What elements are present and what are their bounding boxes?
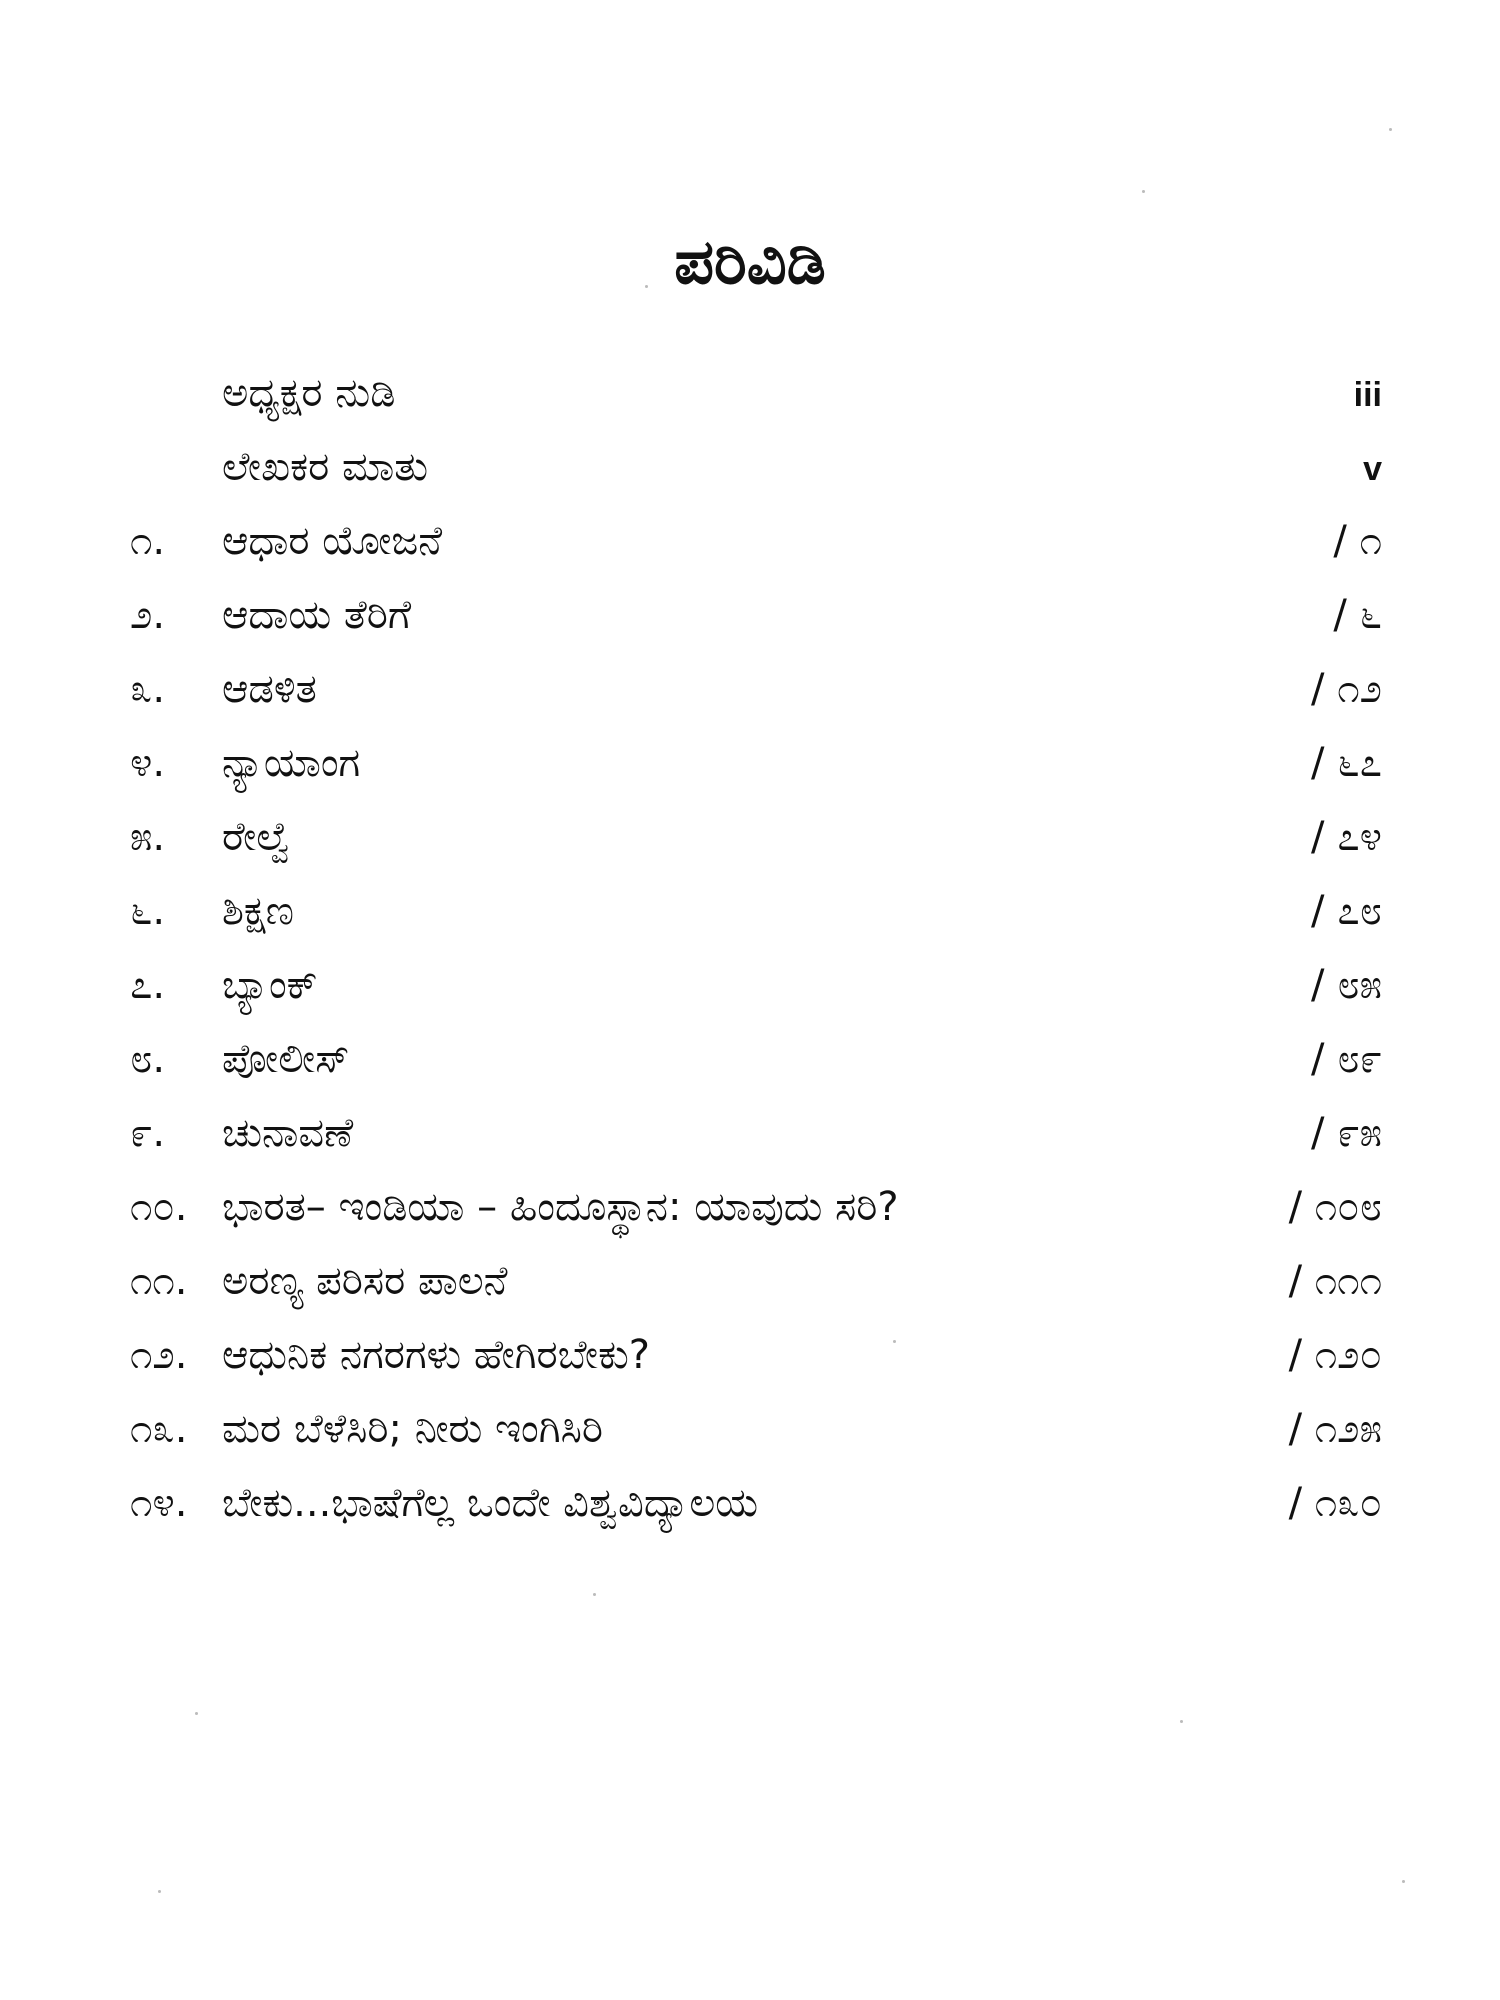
- toc-entry: [0, 578, 1500, 652]
- toc-entry-page: / ೧೨೫: [1288, 1406, 1382, 1452]
- toc-entry-page: / ೭೮: [1311, 888, 1382, 934]
- toc-entry-page: / ೮೯: [1311, 1036, 1382, 1082]
- toc-entry-page: / ೮೫: [1311, 962, 1382, 1008]
- toc-entry-page: v: [1363, 450, 1382, 488]
- toc-entry-page: iii: [1353, 376, 1382, 414]
- toc-entry: [0, 1096, 1500, 1170]
- toc-entry-page: / ೧: [1333, 518, 1382, 564]
- toc-entry-title: ಚುನಾವಣೆ: [222, 1110, 354, 1156]
- toc-entry: [0, 1022, 1500, 1096]
- toc-entry-page: / ೧೨೦: [1288, 1332, 1382, 1378]
- toc-entry-title: ಅರಣ್ಯ ಪರಿಸರ ಪಾಲನೆ: [222, 1258, 508, 1304]
- scan-speck: [1389, 128, 1392, 131]
- toc-entry-number: ೨.: [130, 592, 166, 638]
- toc-entry-page: / ೧೩೦: [1288, 1480, 1382, 1526]
- toc-entry-number: ೮.: [130, 1036, 166, 1082]
- toc-entry-page: / ೯೫: [1311, 1110, 1382, 1156]
- toc-entry-number: ೧೦.: [130, 1184, 188, 1230]
- toc-entry-number: ೭.: [130, 962, 166, 1008]
- toc-entry: [0, 1466, 1500, 1540]
- scan-speck: [1402, 1880, 1405, 1883]
- toc-entry: [0, 1392, 1500, 1466]
- toc-entry: [0, 356, 1500, 430]
- toc-entry-title: ರೇಲ್ವೆ: [222, 814, 291, 860]
- toc-entry: [0, 948, 1500, 1022]
- toc-entry-page: / ೭೪: [1311, 814, 1382, 860]
- toc-entry-title: ಆಡಳಿತ: [222, 666, 317, 712]
- scan-speck: [645, 285, 648, 288]
- toc-entry-number: ೧.: [130, 518, 166, 564]
- toc-entry-page: / ೧೨: [1311, 666, 1382, 712]
- page-title: ಪರಿವಿಡಿ: [674, 225, 826, 298]
- toc-entry-title: ಆಧುನಿಕ ನಗರಗಳು ಹೇಗಿರಬೇಕು?: [222, 1332, 651, 1378]
- toc-entry-title: ಪೋಲೀಸ್: [222, 1036, 350, 1082]
- toc-entry-number: ೧೩.: [130, 1406, 188, 1452]
- table-of-contents: [0, 356, 1500, 1540]
- toc-entry-number: ೫.: [130, 814, 166, 860]
- toc-entry-number: ೩.: [130, 666, 166, 712]
- toc-entry: [0, 504, 1500, 578]
- scan-speck: [1180, 1720, 1183, 1723]
- scan-speck: [1142, 190, 1145, 193]
- toc-entry-number: ೧೪.: [130, 1480, 188, 1526]
- toc-entry-title: ಮರ ಬೆಳೆಸಿರಿ; ನೀರು ಇಂಗಿಸಿರಿ: [222, 1406, 604, 1452]
- toc-entry: [0, 652, 1500, 726]
- toc-entry: [0, 800, 1500, 874]
- toc-entry-title: ಆಧಾರ ಯೋಜನೆ: [222, 518, 443, 564]
- toc-entry: [0, 1170, 1500, 1244]
- toc-entry-title: ಆದಾಯ ತೆರಿಗೆ: [222, 592, 412, 638]
- toc-entry: [0, 430, 1500, 504]
- toc-entry-page: / ೧೧೧: [1288, 1258, 1382, 1304]
- scan-speck: [893, 1340, 896, 1343]
- toc-entry-title: ಬ್ಯಾಂಕ್: [222, 962, 318, 1008]
- toc-entry-page: / ೬೭: [1311, 740, 1382, 786]
- toc-entry-title: ನ್ಯಾಯಾಂಗ: [222, 740, 361, 786]
- toc-entry-title: ಶಿಕ್ಷಣ: [222, 888, 294, 934]
- toc-entry-title: ಲೇಖಕರ ಮಾತು: [222, 444, 429, 490]
- toc-entry-number: ೧೧.: [130, 1258, 188, 1304]
- toc-entry-page: / ೧೦೮: [1288, 1184, 1382, 1230]
- toc-entry-title: ಭಾರತ– ಇಂಡಿಯಾ – ಹಿಂದೂಸ್ಥಾನ: ಯಾವುದು ಸರಿ?: [222, 1184, 899, 1230]
- toc-entry-number: ೪.: [130, 740, 166, 786]
- toc-entry-page: / ೬: [1333, 592, 1382, 638]
- toc-entry: [0, 874, 1500, 948]
- scan-speck: [195, 1712, 198, 1715]
- toc-entry-number: ೧೨.: [130, 1332, 188, 1378]
- toc-entry-number: ೯.: [130, 1110, 166, 1156]
- scan-speck: [593, 1593, 596, 1596]
- toc-entry-number: ೬.: [130, 888, 166, 934]
- toc-entry: [0, 1318, 1500, 1392]
- toc-entry: [0, 726, 1500, 800]
- scan-speck: [158, 1890, 161, 1893]
- toc-entry: [0, 1244, 1500, 1318]
- toc-entry-title: ಅಧ್ಯಕ್ಷರ ನುಡಿ: [222, 370, 396, 416]
- toc-entry-title: ಬೇಕು...ಭಾಷೆಗೆಲ್ಲ ಒಂದೇ ವಿಶ್ವವಿದ್ಯಾಲಯ: [222, 1480, 759, 1526]
